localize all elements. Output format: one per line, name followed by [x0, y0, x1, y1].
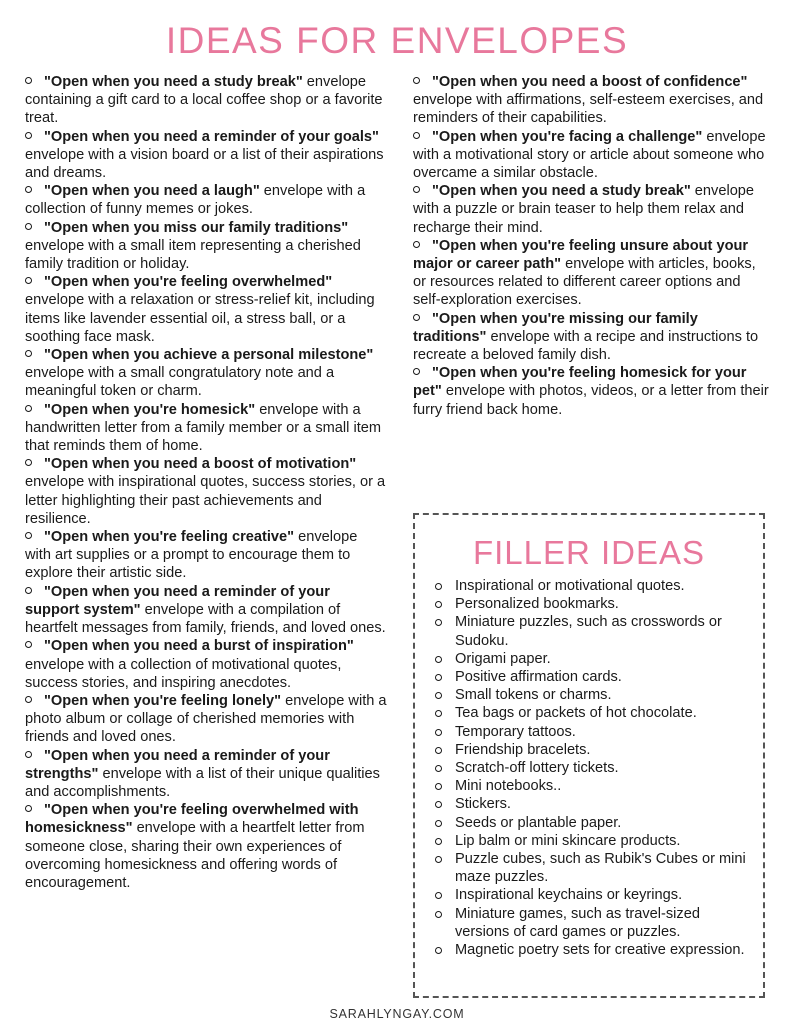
list-item [25, 455, 387, 528]
circle-bullet-icon [413, 314, 420, 321]
circle-bullet-icon [413, 368, 420, 375]
list-item [25, 273, 387, 346]
item-heading: "Open when you're homesick" [44, 401, 256, 418]
list-item [25, 801, 387, 892]
list-item [435, 577, 755, 595]
item-text: envelope with a recipe and instructions to recreate a beloved family dish. [413, 328, 759, 364]
item-text: envelope with a small congratulatory note and a meaningful token or charm. [25, 365, 335, 400]
item-text: envelope with a heartfelt letter from someone close, sharing their own experiences of overcoming homesickness and offering words of encouragement. [25, 820, 365, 891]
list-item [25, 128, 387, 183]
list-item [25, 401, 387, 456]
list-item [435, 886, 755, 904]
item-heading: "Open when you're feeling homesick for your pet" [413, 365, 747, 400]
circle-bullet-icon [435, 619, 442, 626]
item-heading: "Open when you achieve a personal milestone" [44, 347, 374, 364]
list-item [435, 723, 755, 741]
item-text: envelope with articles, books, or resources related to different career options and self-exploration exercises. [413, 256, 756, 309]
item-heading: "Open when you need a reminder of your goals" [44, 128, 379, 145]
circle-bullet-icon [435, 710, 442, 717]
list-item [435, 650, 755, 668]
circle-bullet-icon [435, 765, 442, 772]
list-item [435, 777, 755, 795]
list-item [435, 595, 755, 613]
item-text: Inspirational keychains or keyrings. [455, 887, 683, 904]
list-item [25, 219, 387, 274]
list-item [435, 613, 755, 649]
item-text: envelope with a collection of funny memes or jokes. [25, 183, 366, 218]
circle-bullet-icon [435, 838, 442, 845]
circle-bullet-icon [435, 729, 442, 736]
circle-bullet-icon [435, 783, 442, 790]
circle-bullet-icon [25, 532, 32, 539]
item-text: Miniature puzzles, such as crosswords or Sudoku. [455, 614, 722, 649]
item-heading: "Open when you're feeling lonely" [44, 692, 282, 709]
circle-bullet-icon [25, 405, 32, 412]
circle-bullet-icon [25, 350, 32, 357]
list-item [435, 795, 755, 813]
circle-bullet-icon [435, 892, 442, 899]
item-text: Seeds or plantable paper. [455, 814, 622, 831]
list-item [435, 686, 755, 704]
item-heading: "Open when you're facing a challenge" [432, 128, 703, 145]
envelope-ideas-left-column [25, 73, 387, 892]
circle-bullet-icon [435, 911, 442, 918]
list-item [413, 128, 769, 183]
item-heading: "Open when you're feeling overwhelmed with homesickness" [25, 802, 359, 837]
item-heading: "Open when you need a boost of confidence" [432, 74, 748, 90]
list-item [25, 182, 387, 218]
list-item [413, 182, 769, 237]
list-item [435, 704, 755, 722]
list-item [435, 759, 755, 777]
item-heading: "Open when you're feeling creative" [44, 529, 295, 546]
envelope-ideas-right-column [413, 73, 769, 419]
item-text: Puzzle cubes, such as Rubik's Cubes or mini maze puzzles. [455, 851, 746, 886]
item-heading: "Open when you miss our family traditions" [44, 219, 349, 236]
circle-bullet-icon [25, 277, 32, 284]
circle-bullet-icon [25, 223, 32, 230]
item-heading: "Open when you need a boost of motivation" [44, 456, 357, 473]
item-text: envelope with a relaxation or stress-relief kit, including items like lavender essential oil, a stress ball, or a soothing face mask. [25, 292, 375, 345]
item-text: envelope with a motivational story or article about someone who overcame a similar obstacle. [413, 128, 766, 182]
circle-bullet-icon [413, 77, 420, 84]
circle-bullet-icon [413, 241, 420, 248]
circle-bullet-icon [25, 641, 32, 648]
item-text: envelope with a compilation of heartfelt messages from family, friends, and loved ones. [25, 601, 386, 637]
list-item [435, 832, 755, 850]
list-item [25, 73, 387, 128]
item-text: envelope with art supplies or a prompt to encourage them to explore their artistic side. [25, 529, 358, 582]
item-text: Personalized bookmarks. [455, 596, 619, 613]
list-item [435, 814, 755, 832]
circle-bullet-icon [435, 674, 442, 681]
circle-bullet-icon [25, 587, 32, 594]
list-item [25, 528, 387, 583]
circle-bullet-icon [435, 656, 442, 663]
item-text: Small tokens or charms. [455, 687, 612, 704]
circle-bullet-icon [25, 459, 32, 466]
circle-bullet-icon [413, 132, 420, 139]
list-item [435, 741, 755, 759]
item-text: Friendship bracelets. [455, 741, 591, 758]
circle-bullet-icon [435, 801, 442, 808]
circle-bullet-icon [25, 132, 32, 139]
item-text: envelope with a list of their unique qualities and accomplishments. [25, 765, 380, 800]
item-heading: "Open when you're missing our family traditions" [413, 310, 698, 345]
item-text: envelope with a handwritten letter from a family member or a small item that reminds them of home. [25, 401, 382, 455]
item-heading: "Open when you need a burst of inspiration" [44, 638, 354, 655]
list-item [435, 668, 755, 686]
item-heading: "Open when you need a study break" [44, 74, 303, 90]
item-heading: "Open when you're feeling overwhelmed" [44, 274, 333, 291]
circle-bullet-icon [25, 805, 32, 812]
item-text: Positive affirmation cards. [455, 669, 622, 686]
item-text: Magnetic poetry sets for creative expression. [455, 942, 745, 959]
item-text: envelope containing a gift card to a local coffee shop or a favorite treat. [25, 74, 383, 127]
item-text: Tea bags or packets of hot chocolate. [455, 705, 697, 722]
list-item [413, 310, 769, 365]
circle-bullet-icon [435, 856, 442, 863]
circle-bullet-icon [435, 692, 442, 699]
item-text: Inspirational or motivational quotes. [455, 578, 685, 594]
circle-bullet-icon [25, 186, 32, 193]
item-heading: "Open when you need a reminder of your strengths" [25, 747, 330, 782]
filler-ideas-box [413, 513, 765, 998]
circle-bullet-icon [435, 601, 442, 608]
list-item [435, 905, 755, 941]
item-text: Temporary tattoos. [455, 723, 576, 740]
item-heading: "Open when you're feeling unsure about your major or career path" [413, 237, 749, 273]
list-item [413, 73, 769, 128]
filler-ideas-list [435, 577, 755, 959]
item-text: envelope with affirmations, self-esteem exercises, and reminders of their capabilities. [413, 92, 764, 127]
list-item [25, 692, 387, 747]
list-item [25, 346, 387, 401]
footer-website: SARAHLYNGAY.COM [329, 1007, 465, 1021]
circle-bullet-icon [25, 77, 32, 84]
item-heading: "Open when you need a reminder of your support system" [25, 583, 330, 618]
circle-bullet-icon [435, 820, 442, 827]
list-item [435, 850, 755, 886]
circle-bullet-icon [435, 747, 442, 754]
list-item [413, 237, 769, 310]
item-text: Lip balm or mini skincare products. [455, 832, 681, 849]
list-item [413, 364, 769, 419]
circle-bullet-icon [25, 751, 32, 758]
item-text: Scratch-off lottery tickets. [455, 760, 619, 777]
item-text: Origami paper. [455, 650, 551, 667]
item-heading: "Open when you need a laugh" [44, 183, 260, 200]
item-text: Mini notebooks.. [455, 778, 562, 795]
circle-bullet-icon [435, 583, 442, 590]
item-text: Miniature games, such as travel-sized versions of card games or puzzles. [455, 905, 700, 940]
item-text: envelope with a photo album or collage of cherished memories with friends and loved ones. [25, 692, 387, 746]
item-text: envelope with inspirational quotes, success stories, or a letter highlighting their past achievements and resilience. [25, 474, 386, 527]
list-item [25, 583, 387, 638]
item-text: envelope with a collection of motivational quotes, success stories, and inspiring anecdotes. [25, 656, 342, 691]
item-text: Stickers. [455, 796, 511, 813]
item-text: envelope with photos, videos, or a letter from their furry friend back home. [413, 383, 769, 418]
page-title: IDEAS FOR ENVELOPES [165, 20, 629, 61]
circle-bullet-icon [413, 186, 420, 193]
filler-ideas-title: FILLER IDEAS [472, 534, 706, 571]
list-item [435, 941, 755, 959]
circle-bullet-icon [25, 696, 32, 703]
item-text: envelope with a puzzle or brain teaser to help them relax and recharge their mind. [413, 183, 755, 236]
list-item [25, 637, 387, 692]
item-text: envelope with a vision board or a list of their aspirations and dreams. [25, 146, 384, 182]
circle-bullet-icon [435, 947, 442, 954]
item-text: envelope with a small item representing a cherished family tradition or holiday. [25, 237, 361, 273]
item-heading: "Open when you need a study break" [432, 183, 691, 200]
list-item [25, 747, 387, 802]
